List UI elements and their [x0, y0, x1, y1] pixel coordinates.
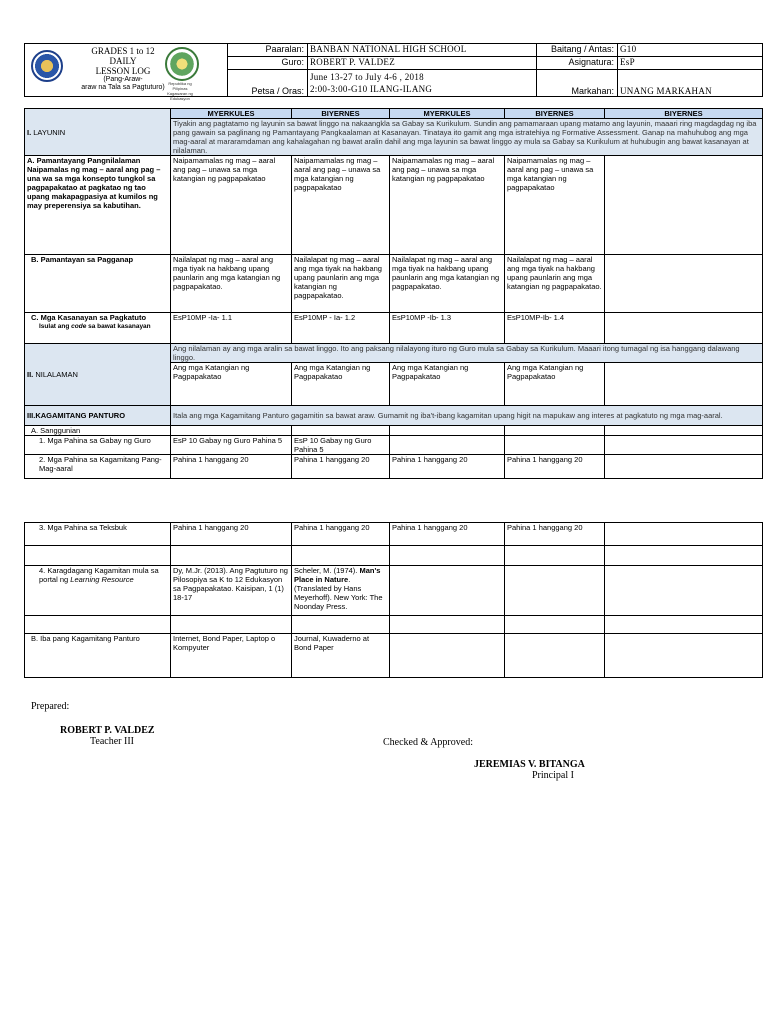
teksbuk-cell-2: Pahina 1 hanggang 20: [292, 523, 390, 546]
karagdagang-cell-1: Dy, M.Jr. (2013). Ang Pagtuturo ng Pilosopiya sa K to 12 Edukasyon sa Pagpapakatao. Kaisipan, 1 (1) 18-17: [171, 566, 292, 616]
pangnilalaman-cell-1: Naipamamalas ng mag – aaral ang pag – unawa sa mga katangian ng pagpapakatao: [171, 156, 292, 255]
kasanayan-cell-5: [605, 313, 763, 344]
kasanayan-label: [25, 313, 171, 344]
pagganap-cell-4: Nailalapat ng mag – aaral ang mga tiyak na hakbang upang paunlarin ang mga katangian ng pagpapakatao.: [505, 255, 605, 313]
karagdagang-cell-4: [505, 566, 605, 616]
prepared-label: Prepared:: [31, 701, 70, 712]
nilalaman-num: II.: [27, 370, 34, 379]
kasanayan-cell-4: EsP10MP-Ib- 1.4: [505, 313, 605, 344]
petsa-line2: 2:00-3:00-G10 ILANG-ILANG: [310, 84, 433, 94]
iba-cell-3: [390, 634, 505, 678]
gabay-cell-3: [390, 436, 505, 455]
layunin-label: [25, 109, 171, 156]
sanggunian-label: A. Sanggunian: [25, 426, 171, 436]
mag-aaral-cell-3: Pahina 1 hanggang 20: [390, 455, 505, 479]
kagamitan-label: III.KAGAMITANG PANTURO: [25, 406, 171, 426]
asignatura-label: Asignatura:: [537, 57, 618, 70]
karagdagang-cell-2: [292, 566, 390, 616]
scheler-author: Scheler, M. (1974).: [294, 566, 360, 575]
layunin-note: Tiyakin ang pagtatamo ng layunin sa bawat linggo na nakaangkla sa Gabay sa Kurikulum. Sundin ang pamamaraan upang matamo ang layunin, maaari ring magdagdag ng iba pang gawain sa paglinang ng Pamantayang Pangkaalaman at Kasanayan. Tinataya ito gamit ang mga istratehiya ng Formative Assessment. Ganap na mahuhubog ang mga mag-aaral at mararamdaman ang kahalagahan ng bawat aralin dahil ang mga layunin sa bawat linggo ay mula sa Gabay sa Kurikulum at huhubugin ang bawat kasanayan at nilalaman.: [171, 119, 763, 156]
petsa-value: [308, 70, 537, 97]
mag-aaral-cell-2: Pahina 1 hanggang 20: [292, 455, 390, 479]
title-line2: DAILY: [109, 56, 137, 66]
kasanayan-cell-2: EsP10MP - Ia- 1.2: [292, 313, 390, 344]
karagdagang-cell-3: [390, 566, 505, 616]
gabay-cell-5: [605, 436, 763, 455]
pangnilalaman-cell-2: Naipamamalas ng mag – aaral ang pag – unawa sa mga katangian ng pagpapakatao: [292, 156, 390, 255]
teacher-title: Teacher III: [90, 736, 134, 747]
seal-caption: Republika ng Pilipinas Kagawaran ng Edukasyon: [167, 81, 193, 101]
pagganap-cell-1: Nailalapat ng mag – aaral ang mga tiyak na hakbang upang paunlarin ang mga katangian ng pagpapakatao.: [171, 255, 292, 313]
scheler-rest: . (Translated by Hans Meyerhoff). New York: The Noonday Press.: [294, 575, 383, 611]
school-seal-icon: [165, 47, 199, 81]
day-header-4: BIYERNES: [505, 109, 605, 119]
title-sub2: araw na Tala sa Pagtuturo): [81, 84, 165, 91]
petsa-label: Petsa / Oras:: [228, 70, 308, 97]
kasanayan-label-1: C. Mga Kasanayan sa Pagkatuto: [31, 313, 147, 322]
title-cell: [25, 44, 228, 101]
teksbuk-cell-3: Pahina 1 hanggang 20: [390, 523, 505, 546]
nilalaman-cell-5: [605, 363, 763, 406]
day-header-1: MYERKULES: [171, 109, 292, 119]
nilalaman-cell-4: Ang mga Katangian ng Pagpapakatao: [505, 363, 605, 406]
day-header-3: MYERKULES: [390, 109, 505, 119]
day-header-2: BIYERNES: [292, 109, 390, 119]
karagdagang-label: [25, 566, 171, 616]
karagdagang-label-b: Learning Resource: [70, 575, 134, 584]
kasanayan-cell-3: EsP10MP -Ib- 1.3: [390, 313, 505, 344]
kasanayan-label-2b: code: [71, 323, 87, 330]
teacher-name: ROBERT P. VALDEZ: [60, 725, 155, 736]
gabay-cell-1: EsP 10 Gabay ng Guro Pahina 5: [171, 436, 292, 455]
title-line3: LESSON LOG: [95, 66, 151, 76]
iba-cell-1: Internet, Bond Paper, Laptop o Kompyuter: [171, 634, 292, 678]
guro-label: Guro:: [228, 57, 308, 70]
mag-aaral-cell-4: Pahina 1 hanggang 20: [505, 455, 605, 479]
pagganap-label: B. Pamantayan sa Pagganap: [25, 255, 171, 313]
petsa-line1: June 13-27 to July 4-6 , 2018: [310, 72, 424, 82]
pangnilalaman-cell-5: [605, 156, 763, 255]
nilalaman-cell-2: Ang mga Katangian ng Pagpapakatao: [292, 363, 390, 406]
asignatura-value: EsP: [618, 57, 763, 70]
gabay-cell-4: [505, 436, 605, 455]
paaralan-label: Paaralan:: [228, 44, 308, 57]
mag-aaral-cell-1: Pahina 1 hanggang 20: [171, 455, 292, 479]
pangnilalaman-label: A. Pamantayang Pangnilalaman Naipamalas ng mag – aaral ang pag – una wa sa mga konsepto tungkol sa pagpapakatao at pagkatao ng tao upang makapagpasiya at kumilos ng may preperensiya sa kabutihan.: [25, 156, 171, 255]
nilalaman-cell-3: Ang mga Katangian ng Pagpapakatao: [390, 363, 505, 406]
nilalaman-note: Ang nilalaman ay ang mga aralin sa bawat linggo. Ito ang paksang nilalayong ituro ng Guro mula sa Gabay sa Kurikulum. Maaari itong tumagal ng isa hanggang dalawang linggo.: [171, 344, 763, 363]
pangnilalaman-cell-3: Naipamamalas ng mag – aaral ang pag – unawa sa mga katangian ng pagpapakatao: [390, 156, 505, 255]
iba-cell-2: Journal, Kuwaderno at Bond Paper: [292, 634, 390, 678]
markahan-value: UNANG MARKAHAN: [618, 70, 763, 97]
layunin-text: LAYUNIN: [33, 127, 66, 137]
checked-label: Checked & Approved:: [383, 737, 473, 748]
kagamitan-note: Itala ang mga Kagamitang Panturo gagamitin sa bawat araw. Gumamit ng iba't-ibang kagamitan upang higit na mapukaw ang interes at pagkatuto ng mga mag-aaral.: [171, 406, 763, 426]
iba-label: B. Iba pang Kagamitang Panturo: [25, 634, 171, 678]
layunin-num: I.: [27, 127, 32, 137]
mag-aaral-cell-5: [605, 455, 763, 479]
lesson-table: [24, 108, 763, 479]
lesson-table-continued: [24, 522, 763, 678]
day-header-5: BIYERNES: [605, 109, 763, 119]
pagganap-cell-5: [605, 255, 763, 313]
teksbuk-cell-1: Pahina 1 hanggang 20: [171, 523, 292, 546]
kasanayan-label-2a: Isulat ang: [39, 323, 72, 330]
mag-aaral-label: 2. Mga Pahina sa Kagamitang Pang-Mag-aaral: [25, 455, 171, 479]
karagdagang-label-a: 4. Karagdagang Kagamitan mula sa portal ng: [39, 566, 159, 584]
teksbuk-cell-5: [605, 523, 763, 546]
principal-title: Principal I: [532, 770, 574, 781]
pangnilalaman-cell-4: Naipamamalas ng mag – aaral ang pag – unawa sa mga katangian ng pagpapakatao: [505, 156, 605, 255]
baitang-label: Baitang / Antas:: [537, 44, 618, 57]
gabay-label: 1. Mga Pahina sa Gabay ng Guro: [25, 436, 171, 455]
kasanayan-cell-1: EsP10MP -Ia- 1.1: [171, 313, 292, 344]
scheler-title: Man's Place in Nature: [294, 566, 381, 584]
karagdagang-cell-5: [605, 566, 763, 616]
iba-cell-4: [505, 634, 605, 678]
title-line1: GRADES 1 to 12: [91, 46, 155, 56]
gabay-cell-2: EsP 10 Gabay ng Guro Pahina 5: [292, 436, 390, 455]
deped-seal-icon: [31, 50, 63, 82]
markahan-label: Markahan:: [537, 70, 618, 97]
principal-name: JEREMIAS V. BITANGA: [474, 759, 585, 770]
pagganap-cell-3: Nailalapat ng mag – aaral ang mga tiyak na hakbang upang paunlarin ang mga katangian ng pagpapakatao.: [390, 255, 505, 313]
kasanayan-label-2: [31, 322, 168, 331]
baitang-value: G10: [618, 44, 763, 57]
title-sub1: (Pang-Araw-: [103, 76, 143, 83]
header-table: [24, 43, 763, 101]
nilalaman-cell-1: Ang mga Katangian ng Pagpapakatao: [171, 363, 292, 406]
teksbuk-label: 3. Mga Pahina sa Teksbuk: [25, 523, 171, 546]
teksbuk-cell-4: Pahina 1 hanggang 20: [505, 523, 605, 546]
kasanayan-label-2c: sa bawat kasanayan: [86, 323, 151, 330]
nilalaman-text: NILALAMAN: [35, 370, 78, 379]
nilalaman-label: [25, 344, 171, 406]
paaralan-value: BANBAN NATIONAL HIGH SCHOOL: [308, 44, 537, 57]
pagganap-cell-2: Nailalapat ng mag – aaral ang mga tiyak na hakbang upang paunlarin ang mga katangian ng pagpapakatao.: [292, 255, 390, 313]
guro-value: ROBERT P. VALDEZ: [308, 57, 537, 70]
iba-cell-5: [605, 634, 763, 678]
